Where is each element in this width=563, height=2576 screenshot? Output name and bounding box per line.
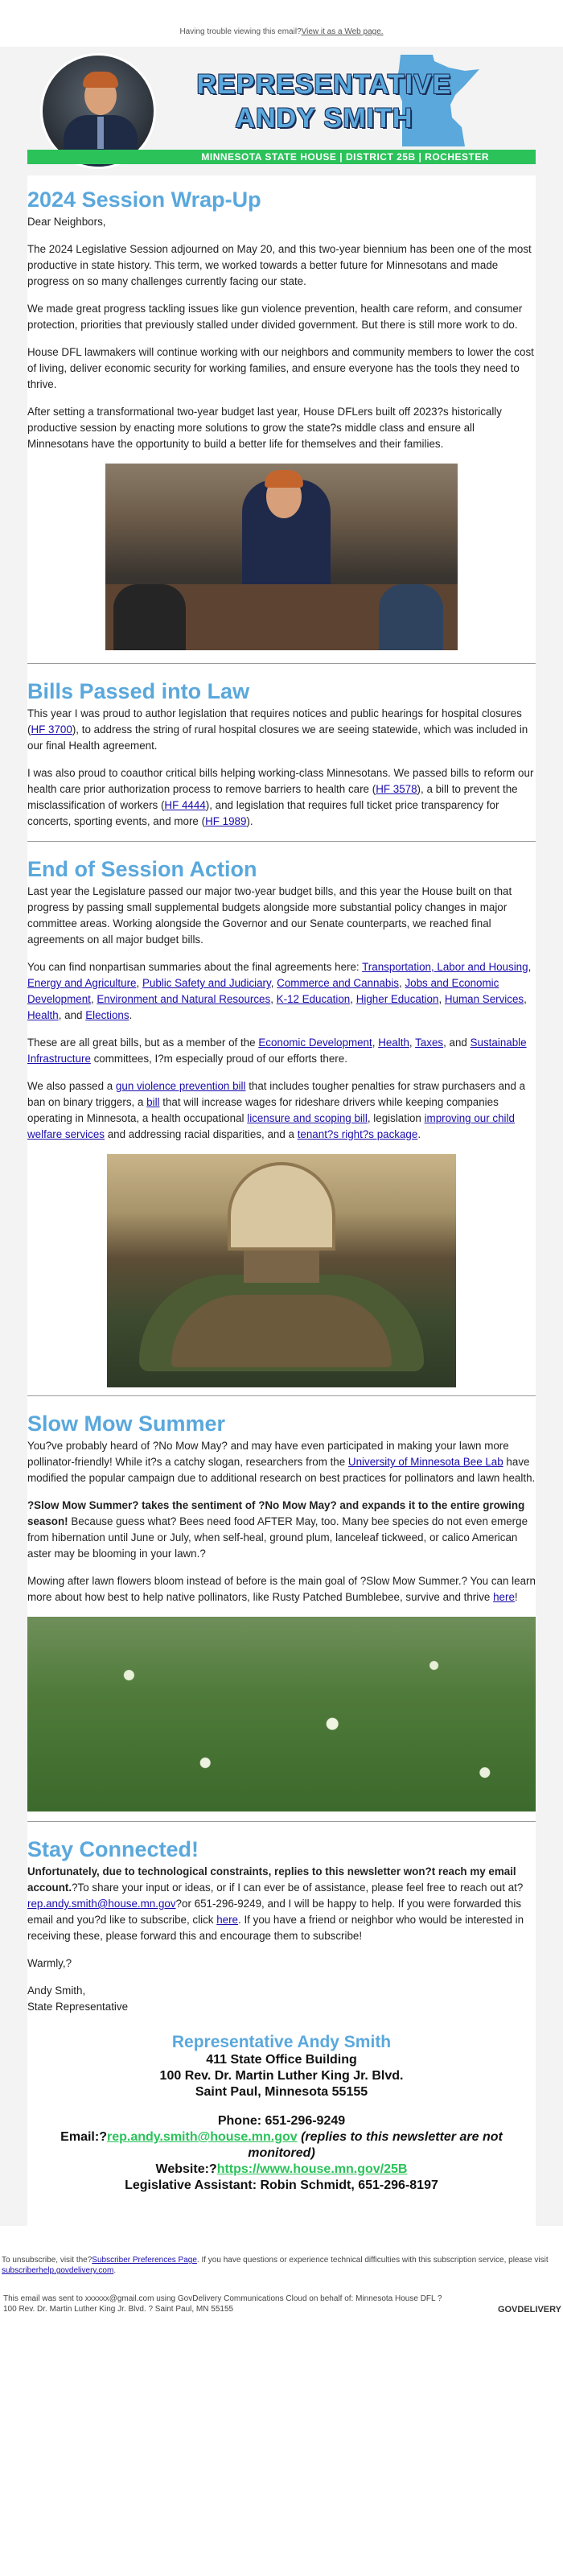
hf1989-link[interactable]: HF 1989 [205, 815, 247, 827]
end-session-p1: Last year the Legislature passed our major two-year budget bills, and this year the House built on that progress by passing small supplemental budgets alongside more substantial policy changes in major committee areas. Working alongside the Governor and our Senate counterparts, we reached final agreements on all major budget bills. [27, 885, 512, 946]
committee-link[interactable]: Economic Development [258, 1037, 372, 1049]
summary-link[interactable]: Jobs and Economic Development [27, 977, 499, 1005]
connected-p1: Unfortunately, due to technological constraints, replies to this newsletter won?t reach my email account.?To share your input or ideas, or if I can ever be of assistance, please feel free to reach out at?rep.andy.smith@house.mn.gov?or 651-296-9249, and I will be happy to help. If you were forwarded this email and you?d like to subscribe, click here. If you have a friend or neighbor who would be interested in receiving these, please forward this and encourage them to subscribe! [27, 1865, 524, 1942]
committee-link[interactable]: Taxes [415, 1037, 444, 1049]
gun-bill-link[interactable]: gun violence prevention bill [115, 1080, 246, 1092]
banner-district-strip: MINNESOTA STATE HOUSE | DISTRICT 25B | ROCHESTER [27, 150, 536, 164]
preheader: Having trouble viewing this email?View it as a Web page. [179, 27, 384, 36]
wrapup-p4: After setting a transformational two-year budget last year, House DFLers built off 2023?s historically productive session by enacting more solutions to grow the state?s middle class and ensure all Minnesotans have the opportunity to build a better life for themselves and their families. [27, 406, 502, 450]
stay-connected-heading: Stay Connected! [27, 1837, 199, 1861]
unsubscribe-note: To unsubscribe, visit the?Subscriber Preferences Page. If you have questions or experience technical difficulties with this subscription service, please visit subscriberhelp.govdelivery.com. [2, 2256, 549, 2275]
end-session-section [27, 842, 536, 1396]
bills-heading: Bills Passed into Law [27, 679, 250, 703]
email-link[interactable]: rep.andy.smith@house.mn.gov [27, 1898, 176, 1910]
bills-p2: I was also proud to coauthor critical bills helping working-class Minnesotans. We passed bills to reform our health care prior authorization process to remove barriers to health care (HF 3578), a bill to prevent the misclassification of workers (HF 4444), and legislation that requires full ticket price transparency for concerts, sporting events, and more (HF 1989). [27, 767, 534, 827]
summary-link[interactable]: Health [27, 1009, 59, 1021]
rideshare-bill-link[interactable]: bill [146, 1096, 160, 1108]
summary-link[interactable]: Commerce and Cannabis [277, 977, 400, 989]
tenant-rights-link[interactable]: tenant?s right?s package [297, 1128, 418, 1140]
bills-section [27, 664, 536, 842]
licensure-bill-link[interactable]: licensure and scoping bill [247, 1112, 368, 1124]
mow-p1: You?ve probably heard of ?No Mow May? and may have even participated in making your lawn more pollinator-friendly! While it?s a catchy slogan, researchers from the University of Minnesota Bee Lab have modified the popular campaign due to additional research on best practices for pollinators and lawn health. [27, 1440, 536, 1484]
summary-link[interactable]: Energy and Agriculture [27, 977, 137, 989]
banner-title-line2: ANDY SMITH [235, 103, 413, 134]
end-session-p3: These are all great bills, but as a member of the Economic Development, Health, Taxes, and Sustainable Infrastructure committees, I?m especially proud of our efforts there. [27, 1037, 527, 1065]
end-session-p2: You can find nonpartisan summaries about the final agreements here: Transportation, Labor and Housing, Energy and Agriculture, Public Safety and Judiciary, Commerce and Cannabis, Jobs and Economic Development, Environment and Natural Resources, K-12 Education, Higher Education, Human Services, Health, and Elections. [27, 961, 532, 1021]
house-floor-photo [105, 464, 458, 650]
summary-link[interactable]: Public Safety and Judiciary [142, 977, 271, 989]
website-link[interactable]: https://www.house.mn.gov/25B [216, 2162, 408, 2176]
contact-website-line: Website:?https://www.house.mn.gov/25B [155, 2162, 408, 2176]
summary-link[interactable]: Elections [85, 1009, 129, 1021]
wrapup-p1: The 2024 Legislative Session adjourned on May 20, and this two-year biennium has been one of the most productive in state history. This term, we worked towards a better future for Minnesotans and made progress on so many challenges currently facing our state. [27, 243, 532, 287]
govdelivery-logo: GOVDELIVERY [497, 2305, 561, 2314]
contact-email-line: Email:?rep.andy.smith@house.mn.gov (replies to this newsletter are not monitored) [60, 2130, 503, 2160]
contact-office: 411 State Office Building [206, 2053, 357, 2067]
slow-mow-heading: Slow Mow Summer [27, 1412, 226, 1436]
summary-link[interactable]: Transportation, Labor and Housing [362, 961, 528, 973]
chamber-photo [107, 1154, 456, 1387]
bee-lab-link[interactable]: University of Minnesota Bee Lab [347, 1456, 503, 1468]
banner-title-line1: REPRESENTATIVE [196, 69, 452, 100]
view-web-link[interactable]: View it as a Web page. [301, 27, 384, 36]
end-session-heading: End of Session Action [27, 857, 257, 881]
contact-city: Saint Paul, Minnesota 55155 [195, 2085, 368, 2099]
child-welfare-link[interactable]: improving our child welfare services [27, 1112, 515, 1140]
closing: Warmly,? [27, 1957, 72, 1969]
subscriber-help-link[interactable]: subscriberhelp.govdelivery.com [2, 2266, 114, 2275]
signature: Andy Smith, State Representative [27, 1985, 129, 2013]
summary-link[interactable]: K-12 Education [276, 993, 351, 1005]
subscribe-here-link[interactable]: here [216, 1914, 239, 1926]
contact-email-link[interactable]: rep.andy.smith@house.mn.gov [106, 2130, 298, 2144]
email-body [27, 47, 536, 2226]
email-wrapper [0, 47, 563, 2226]
wrapup-heading: 2024 Session Wrap-Up [27, 188, 261, 212]
wrapup-section [27, 175, 536, 664]
contact-name: Representative Andy Smith [171, 2033, 392, 2051]
mow-p3: Mowing after lawn flowers bloom instead of before is the main goal of ?Slow Mow Summer.? You can learn more about how best to help native pollinators, like Rusty Patched Bumblebee, survive and thrive here! [27, 1575, 536, 1603]
sent-line: This email was sent to xxxxxx@gmail.com using GovDelivery Communications Cloud on behalf of: Minnesota House DFL ? 100 Rev. Dr. Martin Luther King Jr. Blvd. ? Saint Paul, MN 55155 [3, 2294, 442, 2314]
stay-connected-section [27, 1822, 536, 2015]
clover-lawn-photo [27, 1617, 536, 1811]
slow-mow-section [27, 1396, 536, 1822]
subscriber-preferences-link[interactable]: Subscriber Preferences Page [92, 2256, 197, 2265]
committee-link[interactable]: Sustainable Infrastructure [27, 1037, 527, 1065]
pollinator-here-link[interactable]: here [493, 1591, 515, 1603]
contact-street: 100 Rev. Dr. Martin Luther King Jr. Blvd. [159, 2069, 404, 2083]
hf4444-link[interactable]: HF 4444 [164, 799, 206, 811]
committee-link[interactable]: Health [378, 1037, 409, 1049]
hf3700-link[interactable]: HF 3700 [31, 723, 72, 736]
end-session-p4: We also passed a gun violence prevention bill that includes tougher penalties for straw purchasers and a ban on binary triggers, a bill that will increase wages for rideshare drivers while keeping companies operating in Minnesota, a health occupational licensure and scoping bill, legislation improving our child welfare services and addressing racial disparities, and a tenant?s right?s package. [27, 1080, 526, 1140]
wrapup-p2: We made great progress tackling issues like gun violence prevention, health care reform, and consumer protection, priorities that previously stalled under divided government. But there is still more work to do. [27, 303, 523, 331]
summary-link[interactable]: Human Services [444, 993, 524, 1005]
summary-link[interactable]: Higher Education [355, 993, 439, 1005]
header-banner [27, 47, 536, 175]
summary-link[interactable]: Environment and Natural Resources [97, 993, 271, 1005]
wrapup-p3: House DFL lawmakers will continue working with our neighbors and community members to lower the cost of living, deliver economic security for working families, and ensure everyone has the tools they need to thrive. [27, 346, 534, 390]
greeting: Dear Neighbors, [27, 216, 106, 228]
hf3578-link[interactable]: HF 3578 [376, 783, 417, 795]
mow-p2: ?Slow Mow Summer? takes the sentiment of ?No Mow May? and expands it to the entire growing season! Because guess what? Bees need food AFTER May, too. Many bee species do not even emerge from hibernation until June or July, when self-heal, ground plum, lanceleaf tickweed, or calico American aster may be blooming in your lawn.? [27, 1499, 528, 1560]
bills-p1: This year I was proud to author legislation that requires notices and public hearings for hospital closures (HF 3700), to address the string of rural hospital closures we are seeing statewide, which was included in our final Health agreement. [27, 707, 528, 752]
contact-block [27, 2033, 536, 2226]
contact-phone: Phone: 651-296-9249 [217, 2114, 346, 2128]
contact-assistant: Legislative Assistant: Robin Schmidt, 651-296-8197 [125, 2178, 438, 2192]
